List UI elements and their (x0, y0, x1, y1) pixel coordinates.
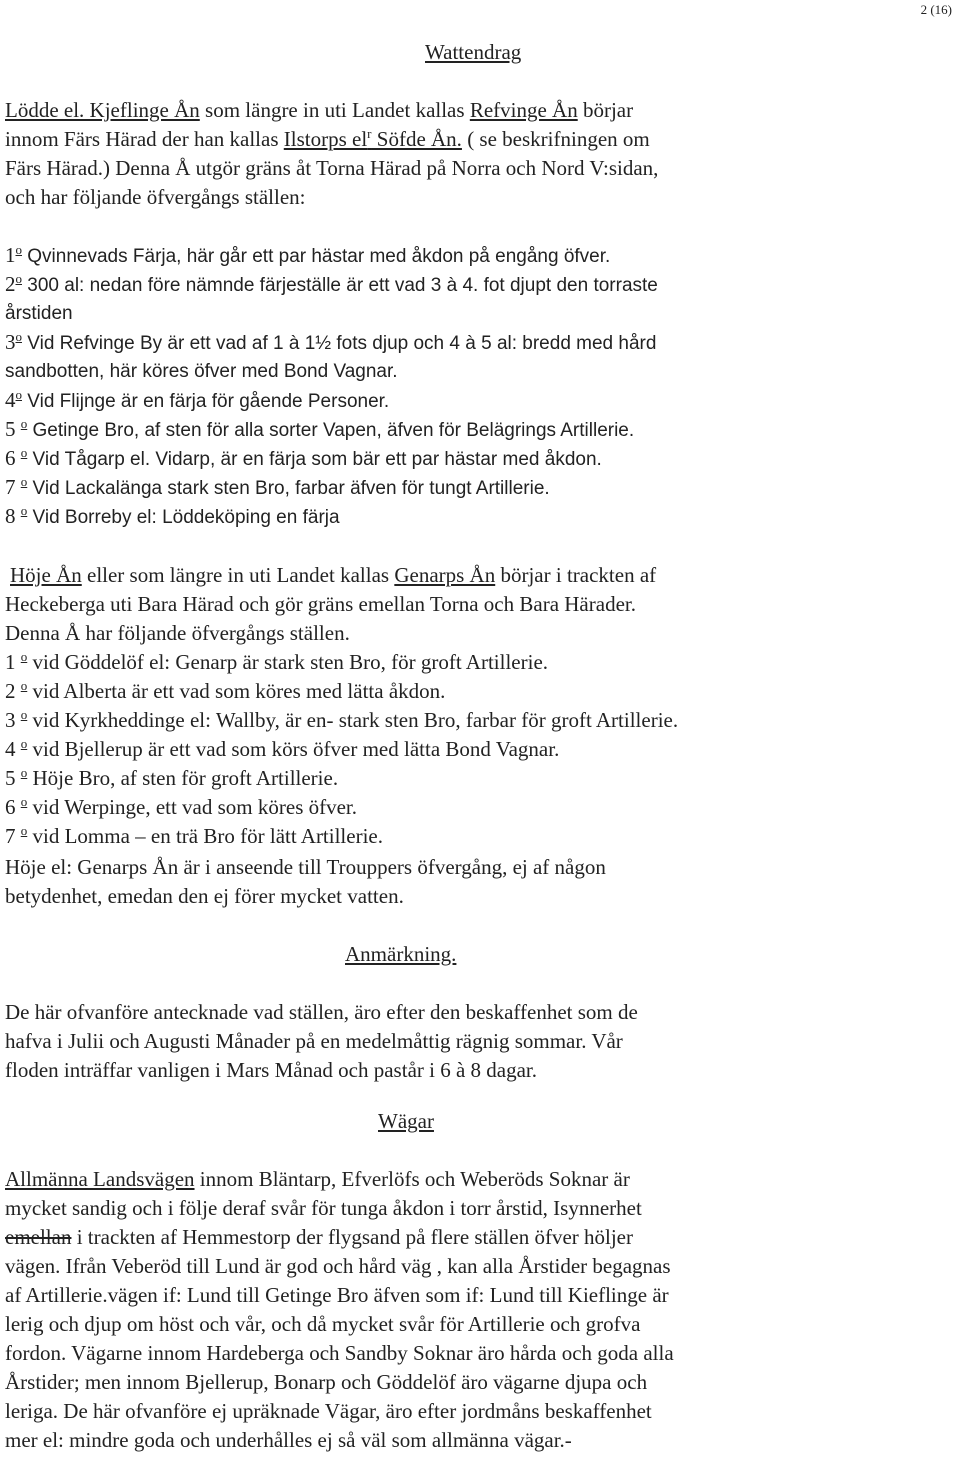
vagar-line-4: vägen. Ifrån Veberöd till Lund är god och hård väg , kan alla Årstider begagnas (5, 1254, 671, 1278)
hoje-line-4: Höje el: Genarps Ån är i anseende till Trouppers öfvergång, ej af någon (5, 855, 606, 879)
vagar-line-8: Årstider; men innom Bjellerup, Bonarp och Göddelöf äro vägarne djupa och (5, 1370, 648, 1394)
anmarkning-line-3: floden inträffar vanligen i Mars Månad och pastår i 6 à 8 dagar. (5, 1058, 538, 1082)
hoje-item-7: 7 $^o$ vid Lomma – en trä Bro för lätt Artillerie. (5, 823, 383, 848)
vagar-line-6: lerig och djup om höst och vår, och då mycket svår för Artillerie och grofva (5, 1312, 641, 1336)
lodde-line-2: innom Färs Härad der han kallas Ilstorps $el^r$ Söfde Ån. ( se beskrifningen om (5, 126, 650, 151)
hoje-item-1: 1 $^o$ vid Göddelöf el: Genarp är stark sten Bro, för groft Artillerie. (5, 649, 549, 674)
anmarkning-line-2: hafva i Julii och Augusti Månader på en medelmåttig rägnig sommar. Vår (5, 1029, 623, 1053)
vagar-line-10: mer el: mindre goda och underhålles ej så väl som allmänna vägar.- (5, 1428, 572, 1452)
lodde-item-6: 6 $^o$ Vid Tågarp el. Vidarp, är en färja som bär ett par hästar med åkdon. (5, 445, 602, 470)
lodde-line-3: Färs Härad.) Denna Å utgör gräns åt Torna Härad på Norra och Nord V:sidan, (5, 156, 659, 180)
vagar-line-5: af Artillerie.vägen if: Lund till Getinge Bro äfven som if: Lund till Kieflinge är (5, 1283, 669, 1307)
lodde-line-1: Lödde el. Kjeflinge Ån som längre in uti Landet kallas Refvinge Ån börjar (5, 98, 634, 122)
lodde-item-2: 2$^o$ 300 al: nedan före nämnde färjeställe är ett vad 3 à 4. fot djupt den torraste (5, 271, 658, 296)
vagar-line-2: mycket sandig och i följe deraf svår för tunga åkdon i torr årstid, Isynnerhet (5, 1196, 642, 1220)
hoje-item-2: 2 $^o$ vid Alberta är ett vad som köres med lätta åkdon. (5, 678, 446, 703)
vagar-line-3: emellan i trackten af Hemmestorp der flygsand på flere ställen öfver höljer (5, 1225, 633, 1249)
hoje-line-2: Heckeberga uti Bara Härad och gör gräns emellan Torna och Bara Härader. (5, 592, 636, 616)
lodde-item-3: 3$^o$ Vid Refvinge By är ett vad af 1 à 1½ fots djup och 4 à 5 al: bredd med hård (5, 329, 657, 354)
anmarkning-line-1: De här ofvanföre antecknade vad ställen, äro efter den beskaffenhet som de (5, 1000, 638, 1024)
lodde-item-2-cont: årstiden (5, 303, 73, 324)
hoje-item-5: 5 $^o$ Höje Bro, af sten för groft Artillerie. (5, 765, 339, 790)
page-number: 2 (16) (920, 2, 952, 17)
hoje-item-3: 3 $^o$ vid Kyrkheddinge el: Wallby, är en- stark sten Bro, farbar för groft Artillerie. (5, 707, 679, 732)
heading-wattendrag: Wattendrag (425, 40, 522, 64)
lodde-line-4: och har följande öfvergångs ställen: (5, 185, 306, 209)
lodde-item-3-cont: sandbotten, här köres öfver med Bond Vagnar. (5, 361, 398, 382)
lodde-item-1: 1$^o$ Qvinnevads Färja, här går ett par hästar med åkdon på engång öfver. (5, 242, 611, 267)
heading-anmarkning: Anmärkning. (345, 942, 457, 966)
hoje-line-3: Denna Å har följande öfvergångs ställen. (5, 621, 350, 645)
lodde-item-4: 4$^o$ Vid Flijnge är en färja för gående Personer. (5, 387, 390, 412)
hoje-line-1: Höje Ån eller som längre in uti Landet kallas Genarps Ån börjar i trackten af (10, 563, 657, 587)
struck-word: emellan (5, 1225, 72, 1249)
vagar-line-1: Allmänna Landsvägen innom Bläntarp, Efverlöfs och Weberöds Soknar är (5, 1167, 630, 1191)
hoje-item-4: 4 $^o$ vid Bjellerup är ett vad som körs öfver med lätta Bond Vagnar. (5, 736, 560, 761)
hoje-item-6: 6 $^o$ vid Werpinge, ett vad som köres öfver. (5, 794, 358, 819)
lodde-item-8: 8 $^o$ Vid Borreby el: Löddeköping en färja (5, 503, 340, 528)
vagar-line-9: leriga. De här ofvanföre ej upräknade Vägar, äro efter jordmåns beskaffenhet (5, 1399, 652, 1423)
lodde-item-5: 5 $^o$ Getinge Bro, af sten för alla sorter Vapen, äfven för Belägrings Artillerie. (5, 416, 635, 441)
heading-vagar: Wägar (378, 1109, 434, 1133)
lodde-item-7: 7 $^o$ Vid Lackalänga stark sten Bro, farbar äfven för tungt Artillerie. (5, 474, 550, 499)
hoje-line-5: betydenhet, emedan den ej förer mycket vatten. (5, 884, 404, 908)
vagar-line-7: fordon. Vägarne innom Hardeberga och Sandby Soknar äro hårda och goda alla (5, 1341, 674, 1365)
lodde-ilstorps: Ilstorps $el^r$ Söfde Ån. (283, 126, 462, 151)
